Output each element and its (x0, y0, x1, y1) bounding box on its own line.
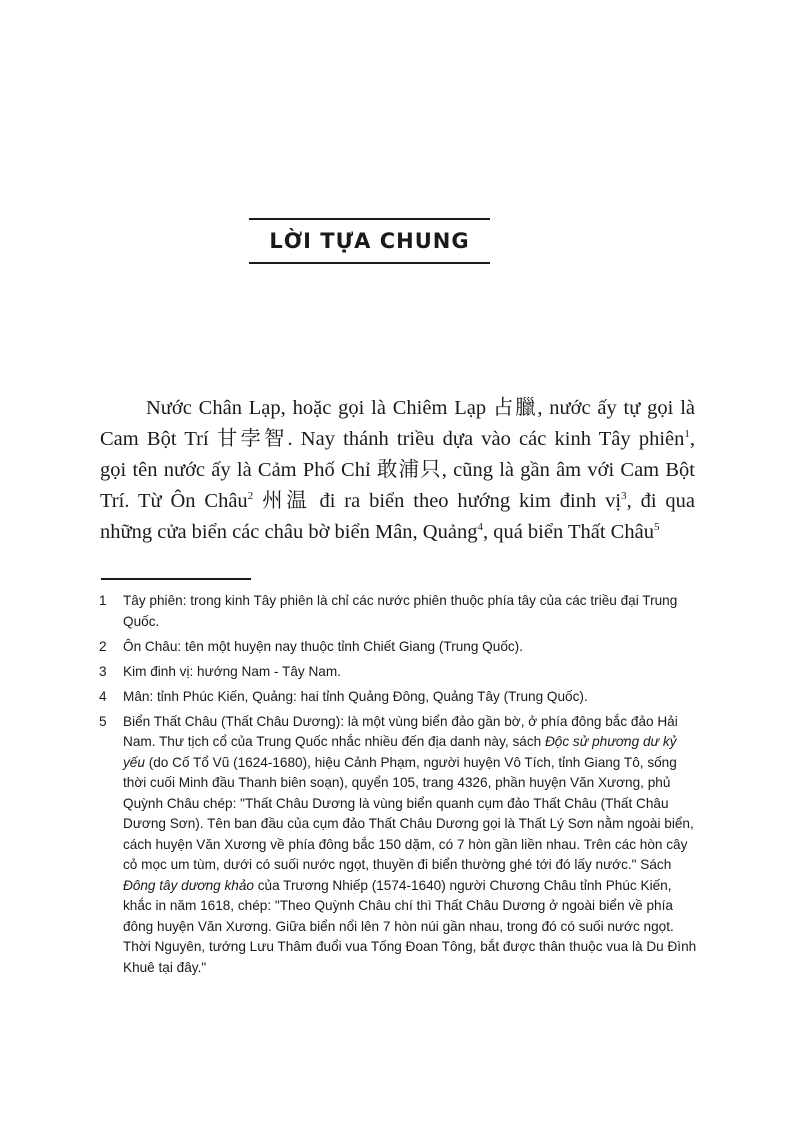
footnote-ref: 2 (247, 490, 254, 502)
footnote (99, 712, 699, 979)
title-frame (249, 218, 490, 264)
body-line (100, 428, 695, 450)
body-text-segment: , (689, 428, 695, 450)
footnote-text-segment: của Trương Nhiếp (1574-1640) người Chương Châu tỉnh Phúc Kiến, khắc in năm 1618, chép: "Theo Quỳnh Châu chí thì Thất Châu Dương ở ngoài biển về phía đông huyện Văn Xương. Giữa biển nổi lên 7 hòn núi gần nhau, trong đó có suối nước ngọt. Thời Nguyên, tướng Lưu Thâm đuổi vua Tống Đoan Tông, bắt được thân thuộc vua là Du Đình Khuê tại đây." (123, 877, 697, 975)
footnote (99, 591, 699, 632)
body-paragraph (100, 393, 695, 548)
footnote-text-segment: Kim đinh vị: hướng Nam - Tây Nam. (123, 663, 341, 679)
footnote-text (123, 687, 699, 708)
footnote-text (123, 712, 699, 979)
body-text-segment: gọi tên nước ấy là Cảm Phố Chỉ 敢浦只, cũng là gần âm với Cam Bột (100, 459, 695, 481)
footnote (99, 687, 699, 708)
footnote-text-segment: Ôn Châu: tên một huyện nay thuộc tỉnh Chiết Giang (Trung Quốc). (123, 638, 523, 654)
footnote-book-title: Đông tây dương khảo (123, 877, 254, 893)
body-text (100, 393, 695, 548)
footnote-ref: 1 (684, 428, 690, 440)
body-text-segment: Trí. Từ Ôn Châu (100, 490, 248, 512)
body-text-segment: , quá biển Thất Châu (482, 521, 654, 543)
footnote-text-segment: Biển Thất Châu (Thất Châu Dương): là một vùng biển đảo gần bờ, ở phía đông bắc đảo Hải Nam. Thư tịch cổ của Trung Quốc nhắc nhiều đến địa danh này, sách (123, 713, 678, 749)
body-text-segment: , đi qua (626, 490, 695, 512)
body-text-segment: 州温 đi ra biển theo hướng kim đinh vị (253, 490, 622, 512)
footnote-text (123, 662, 699, 683)
footnote-number: 2 (99, 638, 107, 654)
footnote-ref: 3 (621, 490, 627, 502)
body-line (100, 490, 695, 512)
footnote (99, 662, 699, 683)
footnote-ref: 5 (653, 521, 660, 533)
footnote-number: 4 (99, 688, 107, 704)
page-title: LỜI TỰA CHUNG (269, 229, 470, 253)
footnote-ref: 4 (477, 521, 483, 533)
body-text-segment: Nước Chân Lạp, hoặc gọi là Chiêm Lạp 占臘, nước ấy tự gọi là (146, 397, 695, 419)
footnote-text-segment: (do Cố Tổ Vũ (1624-1680), hiệu Cảnh Phạm, người huyện Vô Tích, tỉnh Giang Tô, sống thời cuối Minh đầu Thanh biên soạn), quyển 105, trang 4326, phần huyện Văn Xương, phủ Quỳnh Châu chép: "Thất Châu Dương là vùng biển quanh cụm đảo Thất Châu (Thất Châu Dương Sơn). Tên ban đầu của cụm đảo Thất Châu Dương gọi là Thất Lý Sơn nằm ngoài biển, cách huyện Văn Xương về phía đông bắc 150 dặm, có 7 hòn gần liền nhau. Trên các hòn cây cỏ mọc um tùm, dưới có suối nước ngọt, thuyền đi biển thường ghé tới đó lấy nước." Sách (123, 754, 694, 872)
footnote-text (123, 591, 699, 632)
footnote-text (123, 637, 699, 658)
footnote-text-segment: Mân: tỉnh Phúc Kiến, Quảng: hai tỉnh Quảng Đông, Quảng Tây (Trung Quốc). (123, 688, 588, 704)
body-line (100, 521, 659, 543)
footnote-number: 5 (99, 713, 107, 729)
footnote-number: 3 (99, 663, 107, 679)
footnote-text-segment: Tây phiên: trong kinh Tây phiên là chỉ các nước phiên thuộc phía tây của các triều đại Trung Quốc. (123, 593, 678, 629)
body-text-segment: những cửa biển các châu bờ biển Mân, Quảng (100, 521, 478, 543)
footnote-book-title: Độc sử phương dư kỷ yếu (123, 734, 677, 770)
footnote-divider (101, 578, 251, 580)
body-line (146, 397, 695, 419)
body-text-segment: Cam Bột Trí 甘孛智. Nay thánh triều dựa vào các kinh Tây phiên (100, 428, 685, 450)
footnote-number: 1 (99, 593, 107, 608)
body-line (100, 459, 695, 481)
footnotes (99, 591, 699, 983)
footnote (99, 637, 699, 658)
